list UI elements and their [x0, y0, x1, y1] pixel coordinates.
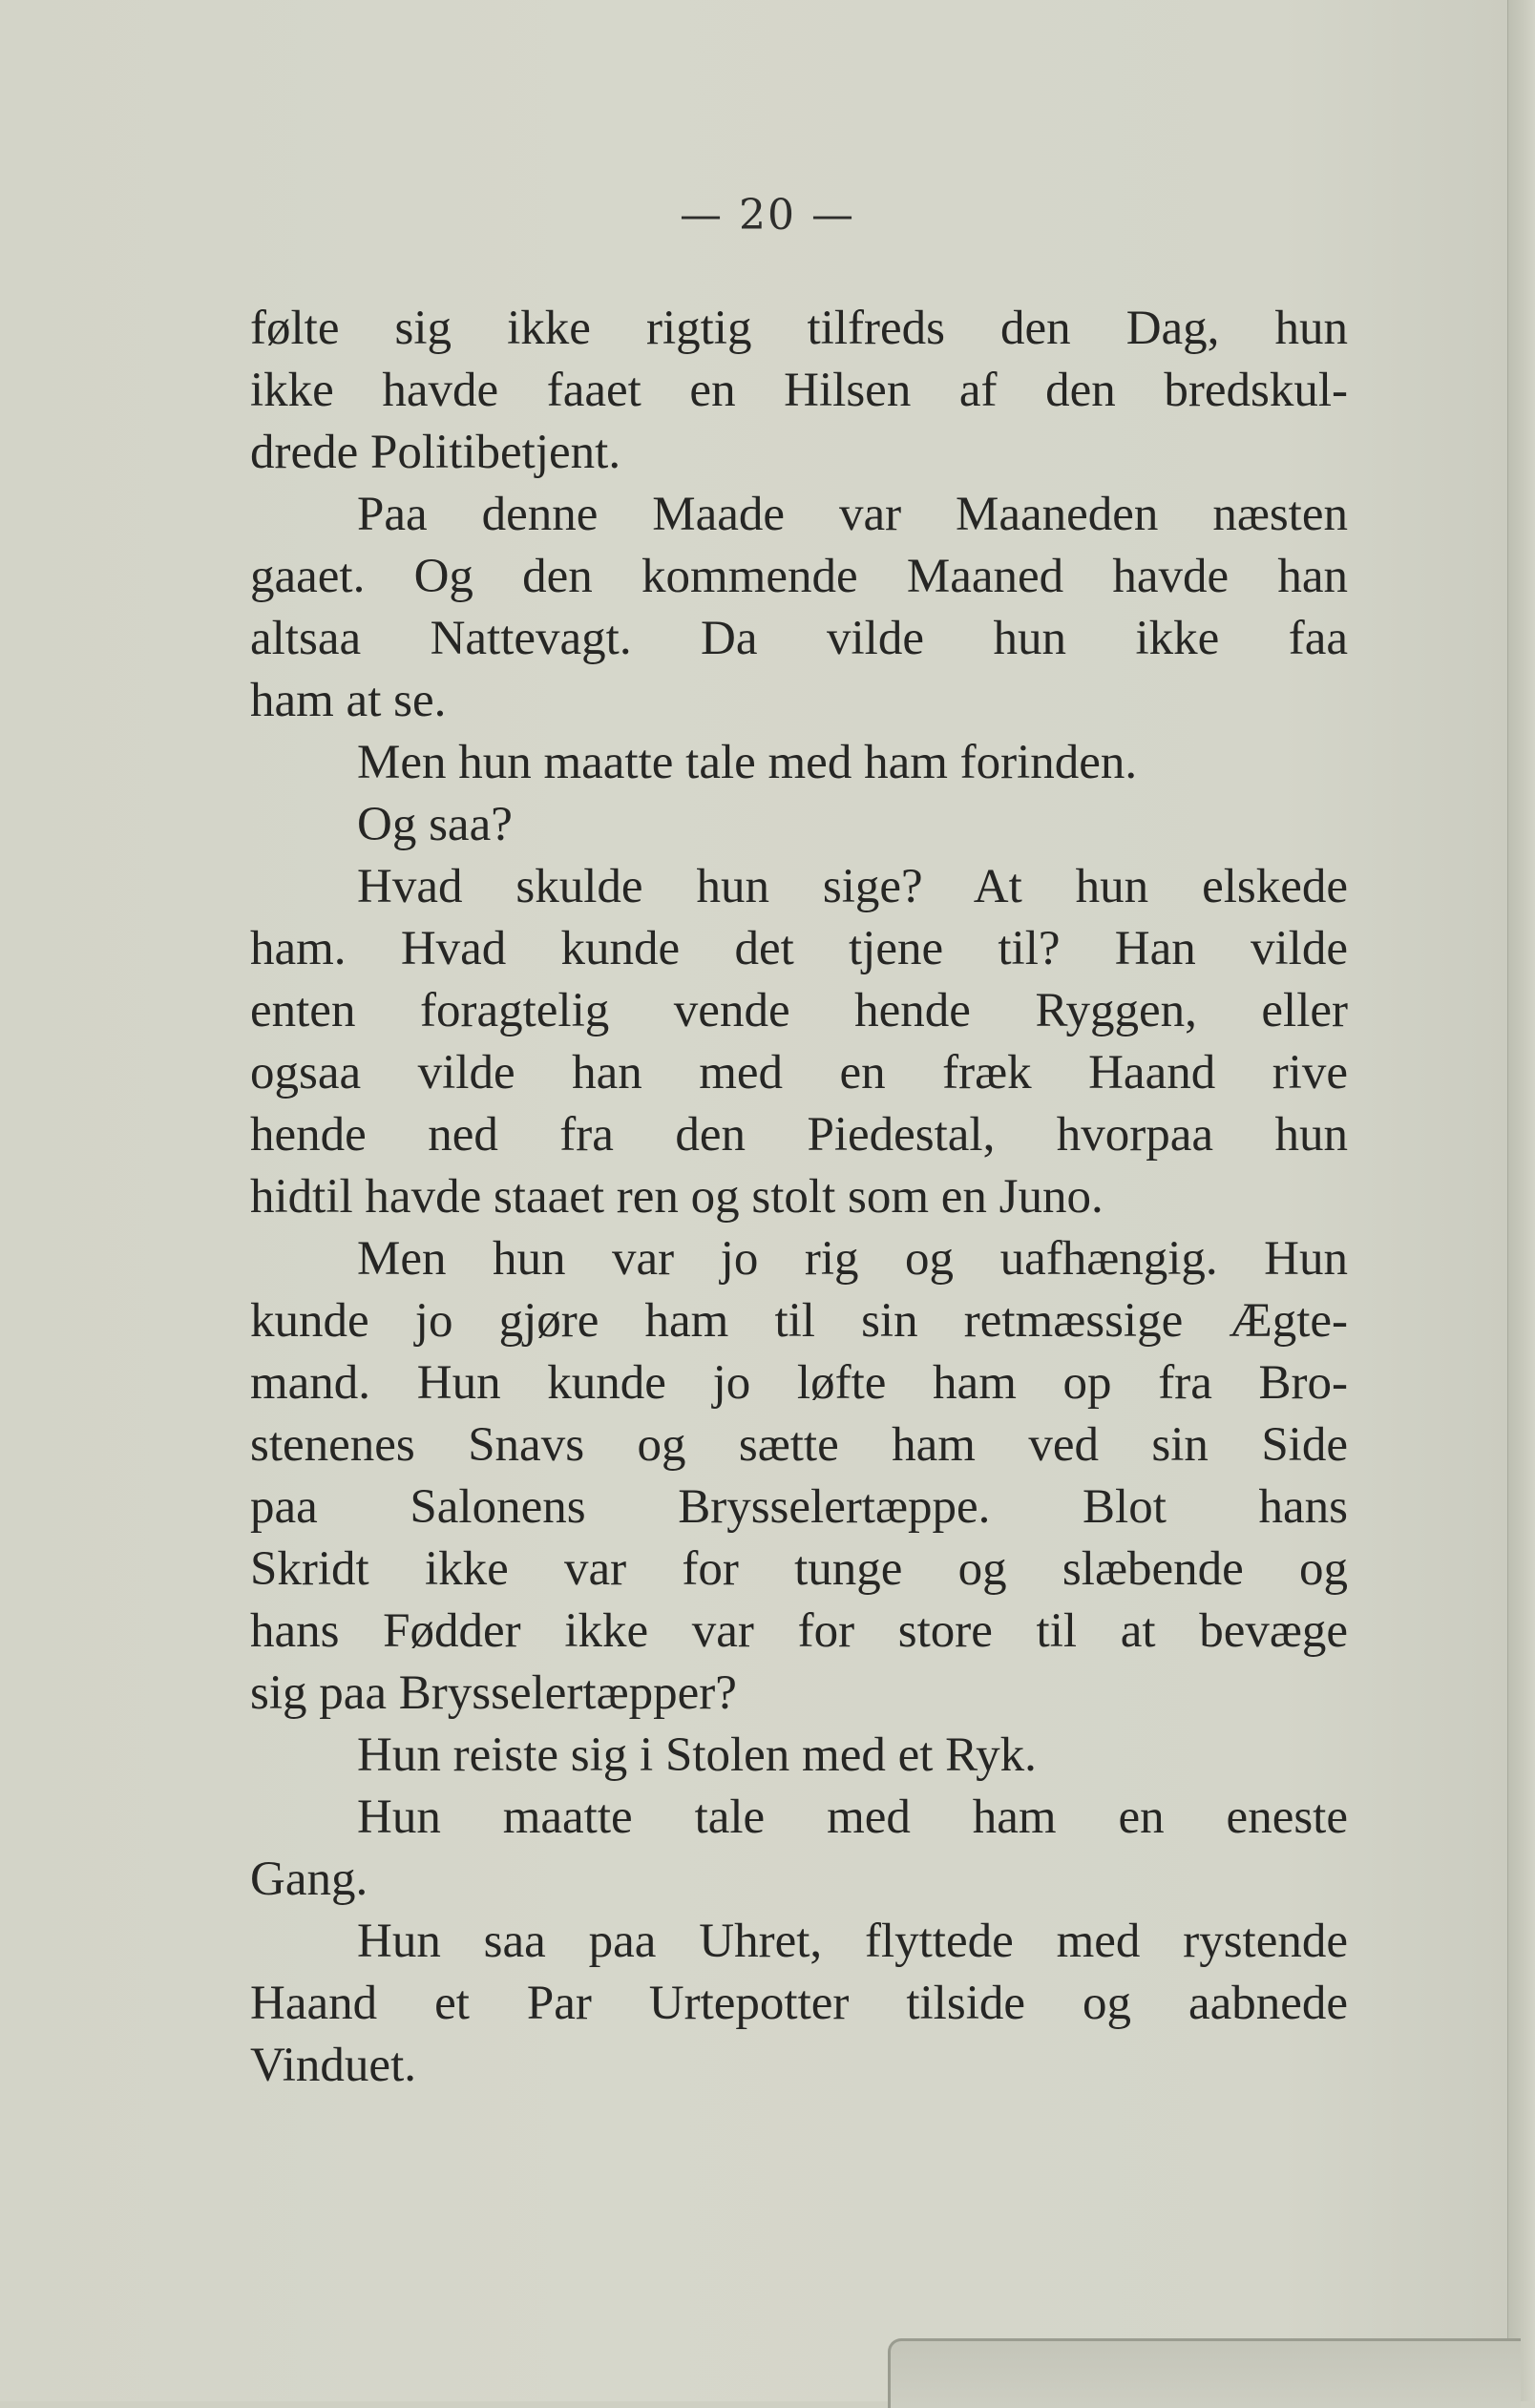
text-line: Vinduet. — [250, 2039, 416, 2092]
text-line: Gang. — [250, 1853, 368, 1906]
text-line: ham. Hvad kunde det tjene til? Han vilde — [250, 922, 1348, 975]
text-line: Hvad skulde hun sige? At hun elskede — [357, 860, 1348, 913]
text-line: hende ned fra den Piedestal, hvorpaa hun — [250, 1108, 1348, 1162]
text-line: gaaet. Og den kommende Maaned havde han — [250, 550, 1348, 603]
text-line: paa Salonens Brysselertæppe. Blot hans — [250, 1480, 1348, 1534]
text-line: stenenes Snavs og sætte ham ved sin Side — [250, 1418, 1348, 1472]
text-line: Skridt ikke var for tunge og slæbende og — [250, 1542, 1348, 1596]
text-line: ogsaa vilde han med en fræk Haand rive — [250, 1046, 1348, 1099]
text-line: hans Fødder ikke var for store til at bevæge — [250, 1604, 1348, 1658]
text-line: ham at se. — [250, 674, 447, 727]
text-line: hidtil havde staaet ren og stolt som en Juno. — [250, 1170, 1104, 1224]
text-line: Og saa? — [357, 798, 513, 851]
text-line: Hun maatte tale med ham en eneste — [357, 1790, 1348, 1844]
text-line: Haand et Par Urtepotter tilside og aabnede — [250, 1977, 1348, 2030]
bottom-page-tab — [888, 2338, 1521, 2408]
page-edge — [1507, 0, 1535, 2401]
text-line: Hun reiste sig i Stolen med et Ryk. — [357, 1728, 1037, 1782]
text-line: ikke havde faaet en Hilsen af den bredskul- — [250, 364, 1348, 417]
text-line: følte sig ikke rigtig tilfreds den Dag, hun — [250, 302, 1348, 355]
text-line: sig paa Brysselertæpper? — [250, 1666, 737, 1720]
text-line: Paa denne Maade var Maaneden næsten — [357, 488, 1348, 541]
page-number: — 20 — — [680, 191, 855, 240]
text-line: drede Politibetjent. — [250, 426, 621, 479]
text-line: Men hun var jo rig og uafhængig. Hun — [357, 1232, 1348, 1286]
body-text — [250, 298, 1348, 2097]
text-line: altsaa Nattevagt. Da vilde hun ikke faa — [250, 612, 1348, 665]
text-line: mand. Hun kunde jo løfte ham op fra Bro- — [250, 1356, 1348, 1410]
text-line: Men hun maatte tale med ham forinden. — [357, 736, 1138, 789]
text-line: kunde jo gjøre ham til sin retmæssige Ægte- — [250, 1294, 1348, 1348]
text-line: Hun saa paa Uhret, flyttede med rystende — [357, 1915, 1348, 1968]
text-line: enten foragtelig vende hende Ryggen, eller — [250, 984, 1348, 1037]
